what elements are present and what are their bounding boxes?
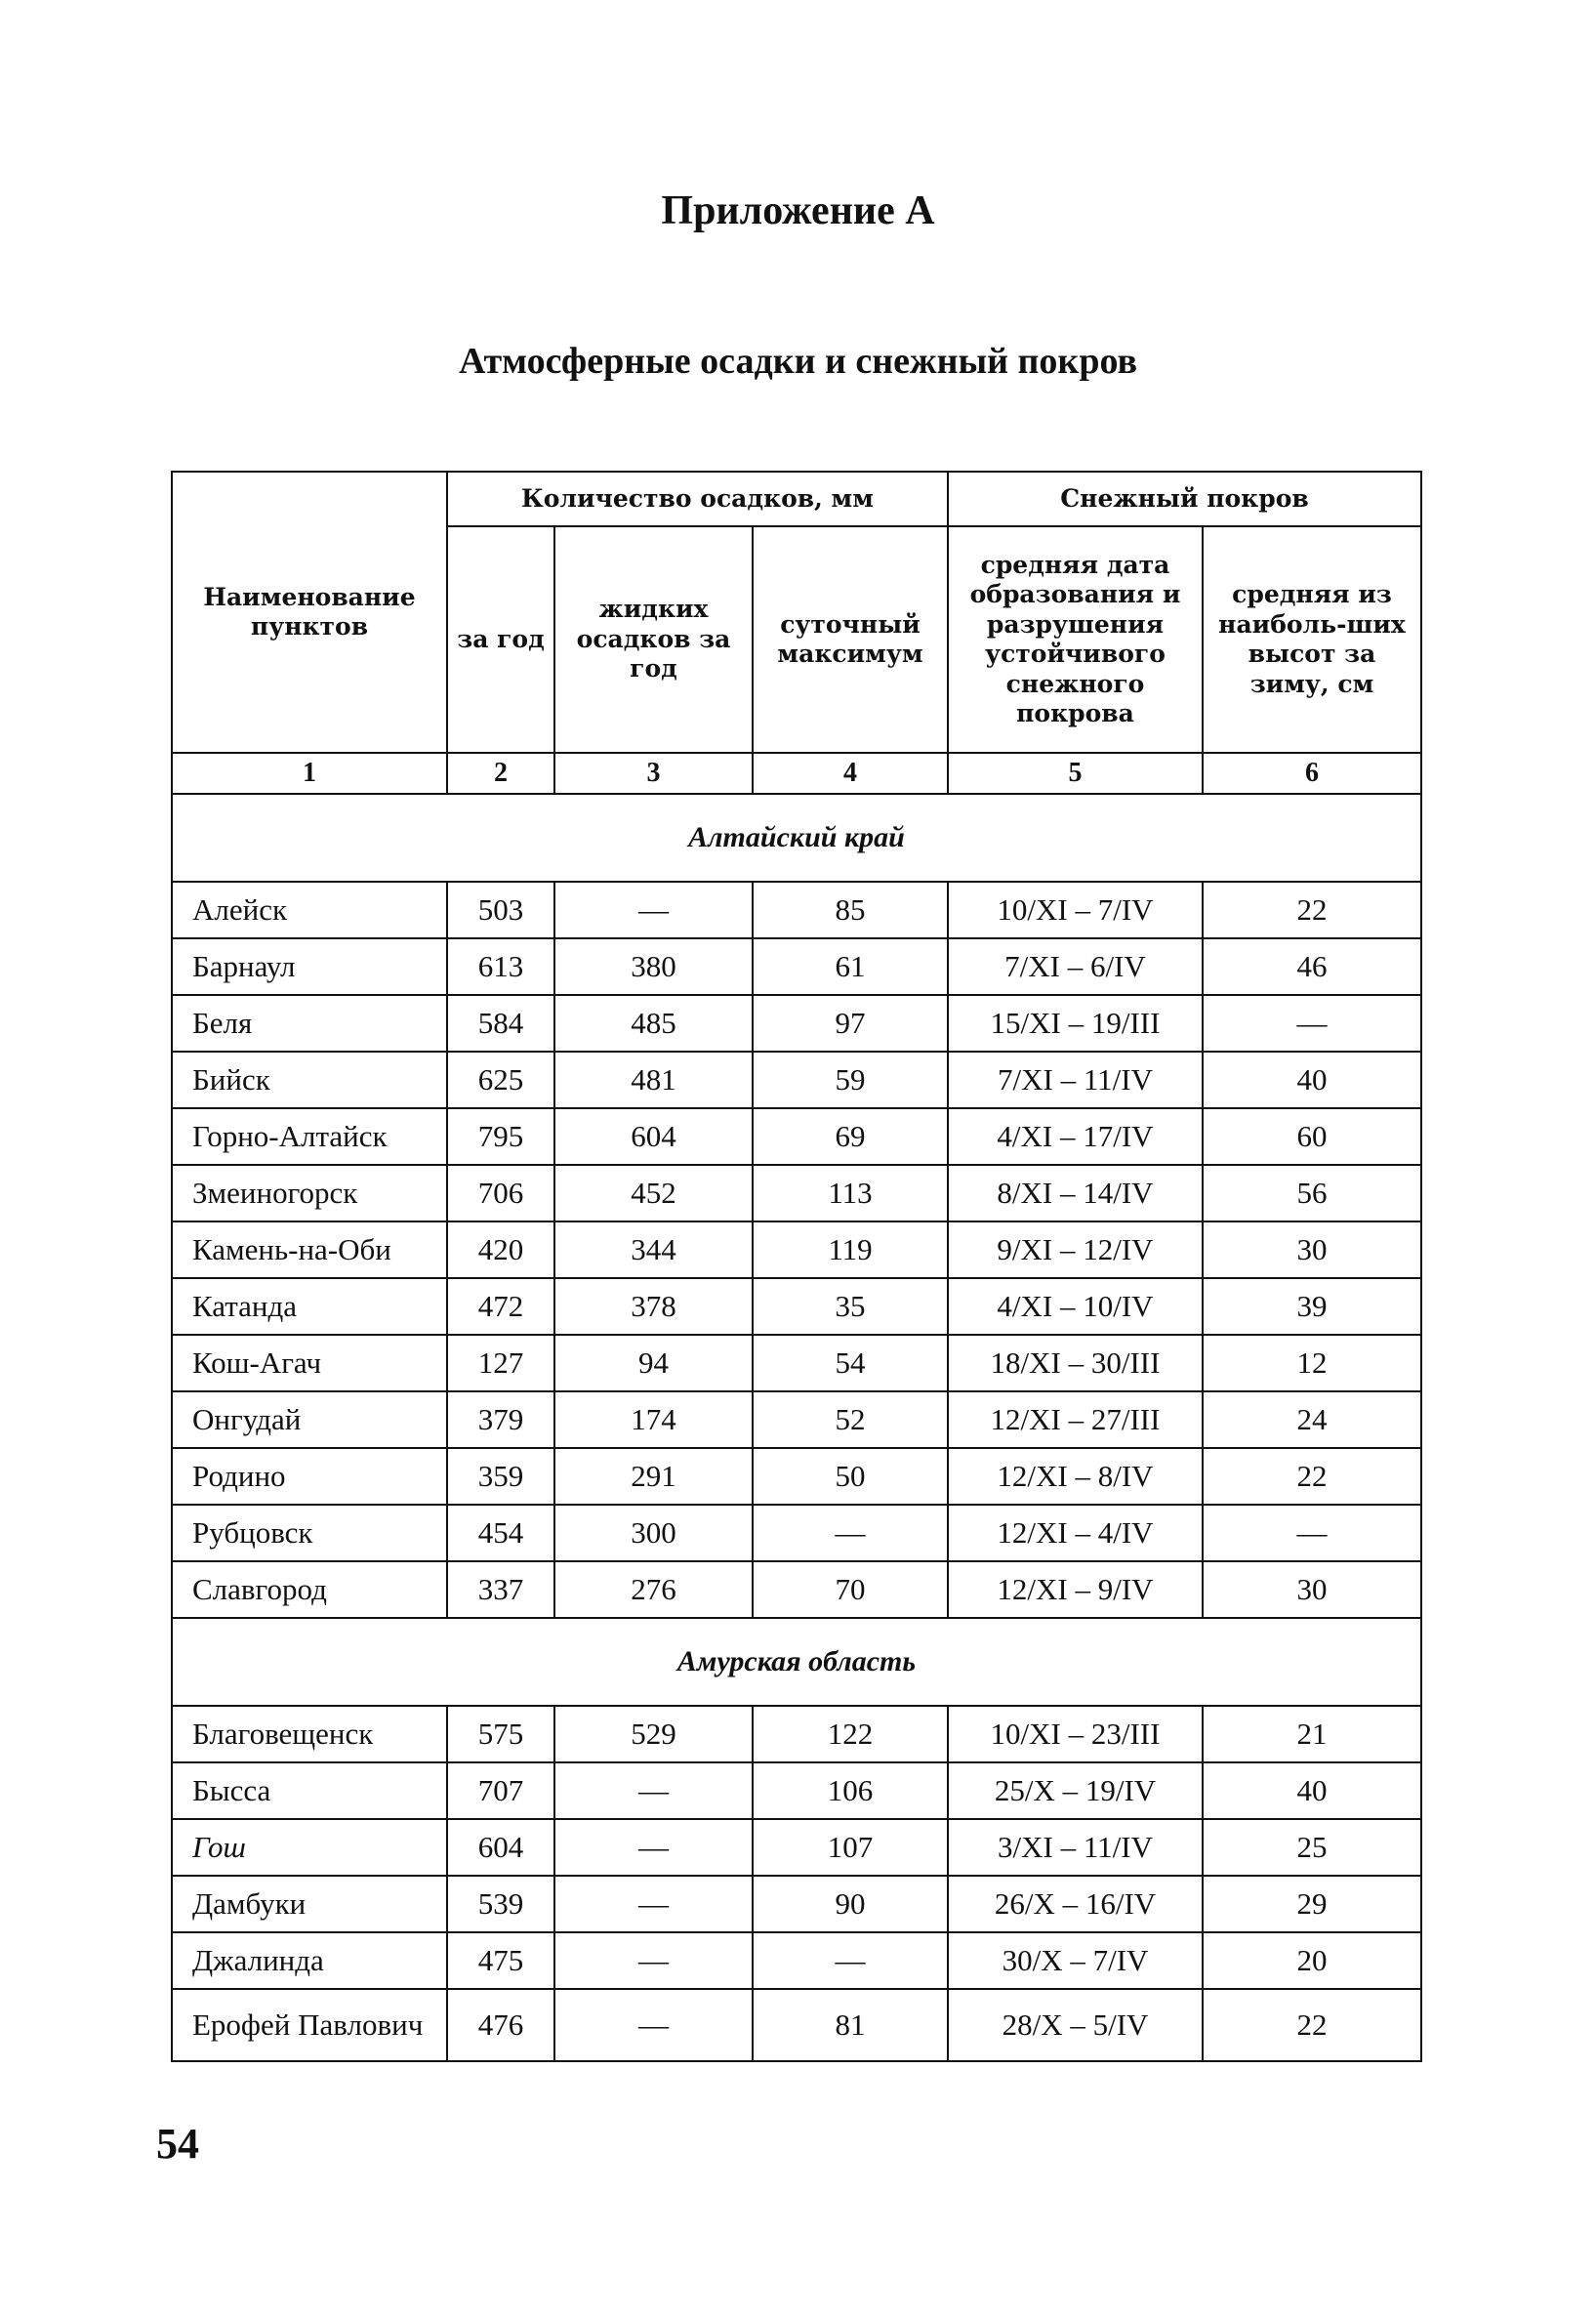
cell-snow-dates: 7/XI – 6/IV: [948, 938, 1203, 995]
column-number: 6: [1203, 753, 1421, 794]
table-row: [172, 938, 1421, 995]
cell-snow-dates: 18/XI – 30/III: [948, 1335, 1203, 1391]
cell-liquid: 481: [554, 1052, 753, 1108]
cell-snow-height: 30: [1203, 1561, 1421, 1618]
table-row: [172, 995, 1421, 1052]
cell-daily-max: 119: [753, 1221, 948, 1278]
table-title: Атмосферные осадки и снежный покров: [458, 341, 1138, 382]
appendix-title: Приложение А: [661, 188, 935, 233]
cell-snow-dates: 28/X – 5/IV: [948, 1989, 1203, 2061]
cell-snow-dates: 12/XI – 8/IV: [948, 1448, 1203, 1505]
column-number: 5: [948, 753, 1203, 794]
cell-daily-max: 69: [753, 1108, 948, 1165]
cell-year: 706: [447, 1165, 554, 1221]
cell-liquid: —: [554, 1819, 753, 1876]
header-daily-max: суточный максимум: [753, 526, 948, 753]
cell-year: 625: [447, 1052, 554, 1108]
cell-snow-height: 46: [1203, 938, 1421, 995]
cell-liquid: 485: [554, 995, 753, 1052]
cell-liquid: —: [554, 1932, 753, 1989]
cell-daily-max: 122: [753, 1706, 948, 1762]
cell-year: 472: [447, 1278, 554, 1335]
table-row: [172, 882, 1421, 938]
cell-daily-max: 106: [753, 1762, 948, 1819]
table-row: [172, 1706, 1421, 1762]
column-number: 3: [554, 753, 753, 794]
cell-year: 476: [447, 1989, 554, 2061]
cell-snow-height: 30: [1203, 1221, 1421, 1278]
table-row: [172, 1989, 1421, 2061]
cell-liquid: 604: [554, 1108, 753, 1165]
cell-name: Славгород: [172, 1561, 447, 1618]
header-snow-dates: средняя дата образования и разрушения устойчивого снежного покрова: [948, 526, 1203, 753]
table-row: [172, 1762, 1421, 1819]
cell-year: 337: [447, 1561, 554, 1618]
table-row: [172, 1221, 1421, 1278]
cell-name: Родино: [172, 1448, 447, 1505]
cell-name: Барнаул: [172, 938, 447, 995]
cell-snow-dates: 7/XI – 11/IV: [948, 1052, 1203, 1108]
cell-name: Благовещенск: [172, 1706, 447, 1762]
cell-name: Ерофей Павлович: [172, 1989, 447, 2061]
cell-name: Дамбуки: [172, 1876, 447, 1932]
cell-name: Змеиногорск: [172, 1165, 447, 1221]
page-number: 54: [156, 2120, 199, 2168]
table-row: [172, 1505, 1421, 1561]
region-name: Амурская область: [172, 1618, 1421, 1706]
cell-snow-dates: 12/XI – 4/IV: [948, 1505, 1203, 1561]
cell-liquid: 452: [554, 1165, 753, 1221]
column-number: 1: [172, 753, 447, 794]
cell-liquid: —: [554, 1876, 753, 1932]
cell-year: 503: [447, 882, 554, 938]
cell-snow-dates: 12/XI – 27/III: [948, 1391, 1203, 1448]
cell-year: 359: [447, 1448, 554, 1505]
table-body: [172, 753, 1421, 2061]
cell-daily-max: 54: [753, 1335, 948, 1391]
cell-year: 379: [447, 1391, 554, 1448]
cell-liquid: 378: [554, 1278, 753, 1335]
table-row: [172, 1335, 1421, 1391]
cell-snow-height: 40: [1203, 1052, 1421, 1108]
cell-year: 795: [447, 1108, 554, 1165]
header-liquid: жидких осадков за год: [554, 526, 753, 753]
cell-liquid: —: [554, 882, 753, 938]
cell-snow-dates: 9/XI – 12/IV: [948, 1221, 1203, 1278]
cell-year: 127: [447, 1335, 554, 1391]
precipitation-table: [171, 471, 1422, 2062]
cell-name: Алейск: [172, 882, 447, 938]
cell-daily-max: 113: [753, 1165, 948, 1221]
cell-snow-height: 25: [1203, 1819, 1421, 1876]
column-number: 2: [447, 753, 554, 794]
cell-daily-max: 35: [753, 1278, 948, 1335]
cell-year: 575: [447, 1706, 554, 1762]
cell-snow-height: 12: [1203, 1335, 1421, 1391]
cell-daily-max: 107: [753, 1819, 948, 1876]
cell-snow-height: 40: [1203, 1762, 1421, 1819]
cell-daily-max: 59: [753, 1052, 948, 1108]
table-row: [172, 1278, 1421, 1335]
cell-liquid: 300: [554, 1505, 753, 1561]
cell-name: Катанда: [172, 1278, 447, 1335]
cell-snow-height: 24: [1203, 1391, 1421, 1448]
cell-snow-dates: 3/XI – 11/IV: [948, 1819, 1203, 1876]
cell-year: 584: [447, 995, 554, 1052]
header-snow-height: средняя из наиболь-ших высот за зиму, см: [1203, 526, 1421, 753]
cell-liquid: 380: [554, 938, 753, 995]
cell-year: 613: [447, 938, 554, 995]
cell-snow-dates: 4/XI – 17/IV: [948, 1108, 1203, 1165]
table-row: [172, 1876, 1421, 1932]
cell-snow-dates: 4/XI – 10/IV: [948, 1278, 1203, 1335]
cell-year: 707: [447, 1762, 554, 1819]
cell-daily-max: 50: [753, 1448, 948, 1505]
cell-snow-height: 56: [1203, 1165, 1421, 1221]
table-row: [172, 1819, 1421, 1876]
cell-name: Джалинда: [172, 1932, 447, 1989]
cell-snow-height: 20: [1203, 1932, 1421, 1989]
cell-liquid: 344: [554, 1221, 753, 1278]
cell-snow-dates: 10/XI – 23/III: [948, 1706, 1203, 1762]
cell-snow-height: 39: [1203, 1278, 1421, 1335]
table-row: [172, 1932, 1421, 1989]
cell-name: Горно-Алтайск: [172, 1108, 447, 1165]
cell-daily-max: 97: [753, 995, 948, 1052]
cell-year: 420: [447, 1221, 554, 1278]
table-header: [172, 472, 1421, 753]
cell-snow-dates: 30/X – 7/IV: [948, 1932, 1203, 1989]
table-row: [172, 1561, 1421, 1618]
cell-liquid: 529: [554, 1706, 753, 1762]
table-row: [172, 1108, 1421, 1165]
header-row-groups: [172, 472, 1421, 526]
cell-snow-height: 29: [1203, 1876, 1421, 1932]
cell-liquid: 94: [554, 1335, 753, 1391]
table-row: [172, 1448, 1421, 1505]
cell-year: 604: [447, 1819, 554, 1876]
cell-year: 539: [447, 1876, 554, 1932]
cell-liquid: —: [554, 1989, 753, 2061]
cell-snow-dates: 10/XI – 7/IV: [948, 882, 1203, 938]
cell-snow-height: 60: [1203, 1108, 1421, 1165]
cell-snow-height: —: [1203, 1505, 1421, 1561]
cell-year: 475: [447, 1932, 554, 1989]
cell-daily-max: 61: [753, 938, 948, 995]
header-year: за год: [447, 526, 554, 753]
column-number-row: [172, 753, 1421, 794]
cell-snow-dates: 15/XI – 19/III: [948, 995, 1203, 1052]
cell-name: Гош: [172, 1819, 447, 1876]
cell-daily-max: 90: [753, 1876, 948, 1932]
cell-year: 454: [447, 1505, 554, 1561]
column-number: 4: [753, 753, 948, 794]
cell-snow-dates: 26/X – 16/IV: [948, 1876, 1203, 1932]
cell-liquid: 291: [554, 1448, 753, 1505]
cell-daily-max: 85: [753, 882, 948, 938]
region-name: Алтайский край: [172, 794, 1421, 882]
cell-name: Рубцовск: [172, 1505, 447, 1561]
header-snow-group: Снежный покров: [948, 472, 1421, 526]
cell-name: Камень-на-Оби: [172, 1221, 447, 1278]
cell-daily-max: —: [753, 1932, 948, 1989]
table-row: [172, 1165, 1421, 1221]
header-name: Наименование пунктов: [172, 472, 447, 753]
header-precip-group: Количество осадков, мм: [447, 472, 948, 526]
cell-snow-dates: 8/XI – 14/IV: [948, 1165, 1203, 1221]
cell-daily-max: 70: [753, 1561, 948, 1618]
cell-snow-dates: 12/XI – 9/IV: [948, 1561, 1203, 1618]
cell-liquid: 276: [554, 1561, 753, 1618]
cell-daily-max: 81: [753, 1989, 948, 2061]
table-row: [172, 1391, 1421, 1448]
cell-snow-height: 22: [1203, 1448, 1421, 1505]
cell-name: Онгудай: [172, 1391, 447, 1448]
cell-snow-height: —: [1203, 995, 1421, 1052]
cell-name: Бысса: [172, 1762, 447, 1819]
cell-snow-height: 22: [1203, 882, 1421, 938]
cell-name: Кош-Агач: [172, 1335, 447, 1391]
cell-name: Бийск: [172, 1052, 447, 1108]
cell-snow-height: 22: [1203, 1989, 1421, 2061]
cell-daily-max: —: [753, 1505, 948, 1561]
cell-snow-height: 21: [1203, 1706, 1421, 1762]
cell-snow-dates: 25/X – 19/IV: [948, 1762, 1203, 1819]
cell-name: Беля: [172, 995, 447, 1052]
cell-liquid: 174: [554, 1391, 753, 1448]
region-row: [172, 794, 1421, 882]
table-row: [172, 1052, 1421, 1108]
region-row: [172, 1618, 1421, 1706]
cell-daily-max: 52: [753, 1391, 948, 1448]
cell-liquid: —: [554, 1762, 753, 1819]
